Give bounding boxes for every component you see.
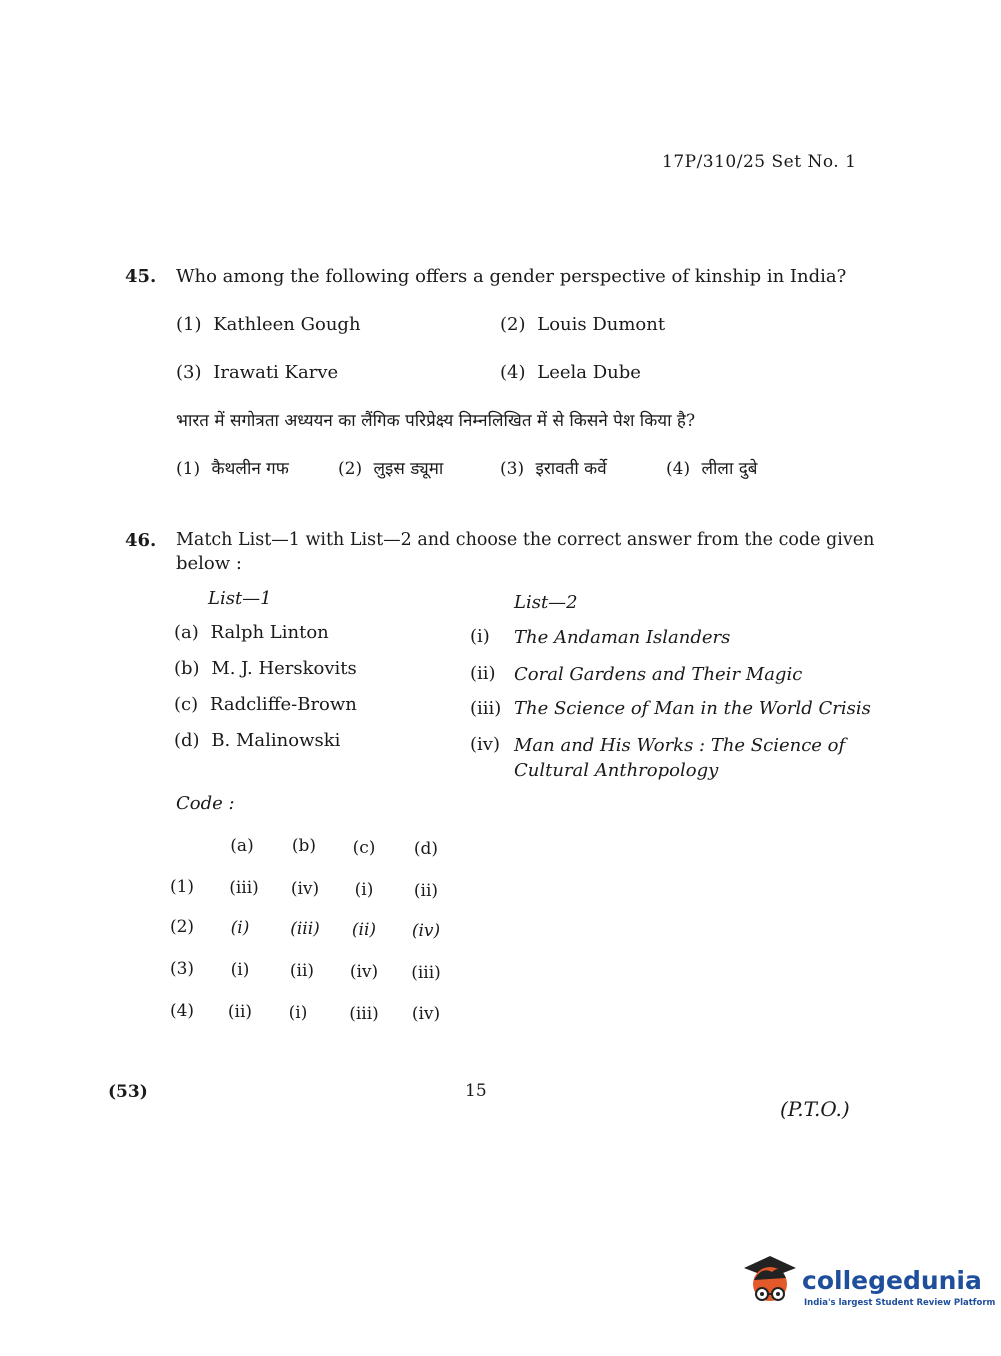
option-text: लुइस ड्यूमा (373, 459, 444, 479)
option-number: (1) (176, 314, 202, 335)
option-text: इरावती कर्वे (535, 459, 607, 479)
option-4 (500, 362, 641, 383)
code-row-number: (1) (169, 877, 195, 897)
code-cell: (iv) (290, 879, 320, 899)
list2-item-text-continued: Cultural Anthropology (514, 760, 719, 781)
list1-item (174, 658, 357, 679)
option-number: (4) (666, 459, 691, 479)
option-number: (2) (500, 314, 526, 335)
hindi-option-3 (500, 456, 607, 479)
logo-wordmark: collegedunia (802, 1266, 982, 1295)
list1-item (174, 622, 329, 643)
option-text: Irawati Karve (213, 362, 339, 383)
page-number: 15 (465, 1081, 487, 1101)
code-cell: (ii) (351, 920, 377, 940)
code-cell: (iv) (411, 921, 441, 941)
mascot-icon (742, 1250, 798, 1312)
code-cell: (iv) (411, 1004, 441, 1024)
footer-code: (53) (108, 1082, 148, 1102)
list2-item-text: The Andaman Islanders (514, 627, 731, 648)
list2-item-label: (iv) (470, 734, 500, 755)
code-header-b: (b) (291, 836, 317, 856)
option-text: Leela Dube (537, 362, 641, 383)
code-row-number: (3) (169, 959, 195, 979)
item-text: Ralph Linton (210, 622, 329, 643)
option-2 (500, 314, 665, 335)
code-cell: (iv) (349, 962, 379, 982)
item-label: (b) (174, 658, 200, 679)
option-text: Kathleen Gough (213, 314, 361, 335)
code-cell: (i) (354, 880, 374, 900)
code-cell: (ii) (227, 1002, 253, 1022)
item-text: Radcliffe-Brown (209, 694, 357, 715)
code-cell: (ii) (413, 881, 439, 901)
list2-title: List—2 (514, 592, 578, 613)
code-label: Code : (176, 793, 235, 814)
collegedunia-logo (742, 1250, 996, 1320)
item-label: (a) (174, 622, 199, 643)
option-number: (3) (500, 459, 525, 479)
code-cell: (i) (230, 918, 250, 938)
hindi-option-1 (176, 456, 289, 479)
list2-item-text: Man and His Works : The Science of (514, 735, 846, 756)
code-cell: (i) (230, 960, 250, 980)
list1-item (174, 730, 340, 751)
list2-item-label: (ii) (470, 663, 496, 684)
hindi-question-text: भारत में सगोत्रता अध्ययन का लैंगिक परिप्रेक्ष्य निम्नलिखित में से किसने पेश किया है? (176, 411, 696, 431)
code-cell: (iii) (349, 1004, 379, 1024)
question-number: 46. (125, 530, 157, 551)
question-text: Who among the following offers a gender perspective of kinship in India? (176, 266, 847, 287)
question-text: Match List—1 with List—2 and choose the correct answer from the code given (176, 530, 875, 550)
option-number: (4) (500, 362, 526, 383)
option-text: लीला दुबे (701, 459, 758, 479)
item-label: (c) (174, 694, 199, 715)
logo-tagline: India's largest Student Review Platform (804, 1298, 996, 1308)
code-cell: (i) (288, 1003, 308, 1023)
code-cell: (iii) (229, 878, 259, 898)
code-row-number: (4) (169, 1001, 195, 1021)
list2-item-label: (iii) (470, 698, 502, 719)
hindi-option-2 (338, 456, 443, 479)
list1-item (174, 694, 357, 715)
option-number: (2) (338, 459, 363, 479)
option-1 (176, 314, 361, 335)
code-row-number: (2) (169, 917, 195, 937)
list2-item-text: Coral Gardens and Their Magic (514, 664, 803, 685)
code-cell: (ii) (289, 961, 315, 981)
item-label: (d) (174, 730, 200, 751)
code-header-c: (c) (352, 838, 376, 858)
paper-code: 17P/310/25 Set No. 1 (662, 152, 857, 172)
question-number: 45. (125, 266, 157, 287)
code-header-a: (a) (230, 836, 254, 856)
list2-item-label: (i) (470, 626, 490, 647)
option-number: (1) (176, 459, 201, 479)
code-cell: (iii) (411, 963, 441, 983)
hindi-option-4 (666, 456, 758, 479)
option-text: Louis Dumont (537, 314, 666, 335)
item-text: B. Malinowski (211, 730, 341, 751)
list2-item-text: The Science of Man in the World Crisis (514, 698, 871, 719)
pto-note: (P.T.O.) (780, 1097, 850, 1121)
list1-title: List—1 (208, 588, 272, 609)
question-text-continued: below : (176, 553, 242, 574)
option-number: (3) (176, 362, 202, 383)
item-text: M. J. Herskovits (211, 658, 357, 679)
option-text: कैथलीन गफ (211, 459, 289, 479)
option-3 (176, 362, 338, 383)
code-cell: (iii) (290, 919, 320, 939)
code-header-d: (d) (413, 839, 439, 859)
